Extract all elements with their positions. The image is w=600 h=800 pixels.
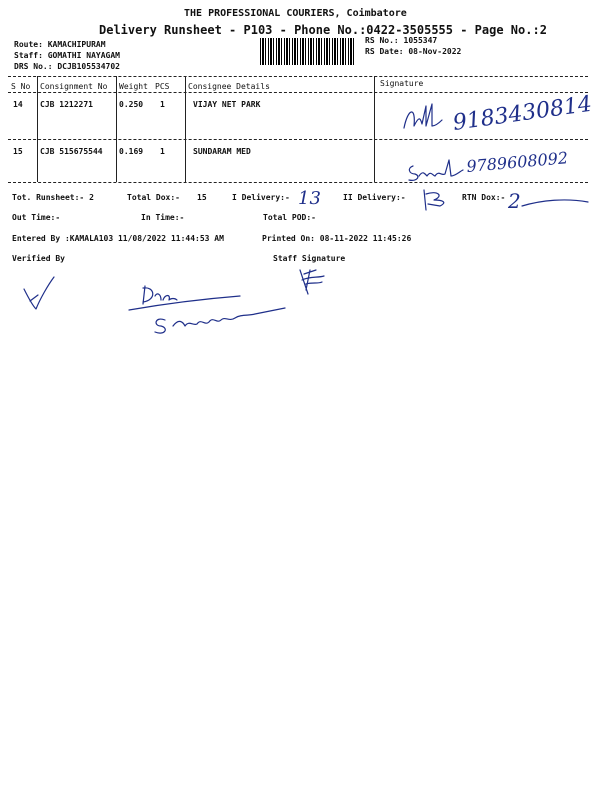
table-row-pcs: 1 [160, 100, 165, 109]
table-row-pcs: 1 [160, 147, 165, 156]
table-top-rule [8, 76, 588, 77]
col-header-sno: S No [11, 82, 31, 91]
table-row-consignee: SUNDARAM MED [193, 147, 251, 156]
col-header-signature: Signature [380, 79, 424, 88]
rs-date-label: RS Date: 08-Nov-2022 [365, 47, 462, 56]
out-time-label: Out Time:- [12, 213, 61, 222]
table-row-sno: 15 [13, 147, 23, 156]
verified-check-mark [20, 275, 60, 315]
table-row-consignment: CJB 515675544 [40, 147, 103, 156]
route-label: Route: KAMACHIPURAM [14, 40, 106, 49]
signature-phone-15: 9789608092 [465, 148, 569, 176]
total-pod-label: Total POD:- [263, 213, 316, 222]
company-title: THE PROFESSIONAL COURIERS, Coimbatore [184, 8, 407, 19]
table-row-weight: 0.169 [119, 147, 144, 156]
staff-label: Staff: GOMATHI NAYAGAM [14, 51, 120, 60]
barcode [260, 38, 356, 65]
total-dox-label: Total Dox:- [127, 193, 180, 202]
ii-delivery-label: II Delivery:- [343, 193, 406, 202]
staff-signature-label: Staff Signature [273, 254, 346, 263]
col-header-consignee: Consignee Details [188, 82, 270, 91]
rtn-dox-value: 2 [508, 189, 521, 213]
rtn-dox-handwritten [506, 186, 591, 214]
ii-delivery-scribble [418, 186, 458, 214]
verified-by-label: Verified By [12, 254, 65, 263]
i-delivery-handwritten [296, 184, 326, 210]
table-row-rule [8, 139, 588, 140]
col-header-weight: Weight [119, 82, 148, 91]
staff-signature-mark [292, 266, 332, 298]
drs-label: DRS No.: DCJB105534702 [14, 62, 120, 71]
rs-no-label: RS No.: 1055347 [365, 36, 438, 45]
col-divider [116, 76, 117, 182]
signature-row-15 [405, 150, 590, 190]
table-row-consignment: CJB 1212271 [40, 100, 93, 109]
tot-runsheet: Tot. Runsheet:- 2 [12, 193, 94, 202]
signature-phone-14: 9183430814 [451, 91, 594, 136]
total-dox-value: 15 [197, 193, 207, 202]
col-header-pcs: PCS [155, 82, 170, 91]
i-delivery-value: 13 [298, 188, 321, 209]
i-delivery-label: I Delivery:- [232, 193, 290, 202]
col-header-consignment: Consignment No [40, 82, 108, 91]
col-divider [185, 76, 186, 182]
in-time-label: In Time:- [141, 213, 185, 222]
col-divider [37, 76, 38, 182]
col-divider [374, 76, 375, 182]
printed-on: Printed On: 08-11-2022 11:45:26 [262, 234, 412, 243]
table-row-sno: 14 [13, 100, 23, 109]
verified-signature [125, 282, 300, 337]
table-row-consignee: VIJAY NET PARK [193, 100, 261, 109]
runsheet-subtitle: Delivery Runsheet - P103 - Phone No.:0422-3505555 - Page No.:2 [99, 23, 547, 37]
table-row-weight: 0.250 [119, 100, 144, 109]
entered-by: Entered By :KAMALA103 11/08/2022 11:44:53 AM [12, 234, 224, 243]
rtn-dox-label: RTN Dox:- [462, 193, 506, 202]
signature-row-14 [400, 91, 594, 138]
table-header-rule [8, 92, 588, 93]
